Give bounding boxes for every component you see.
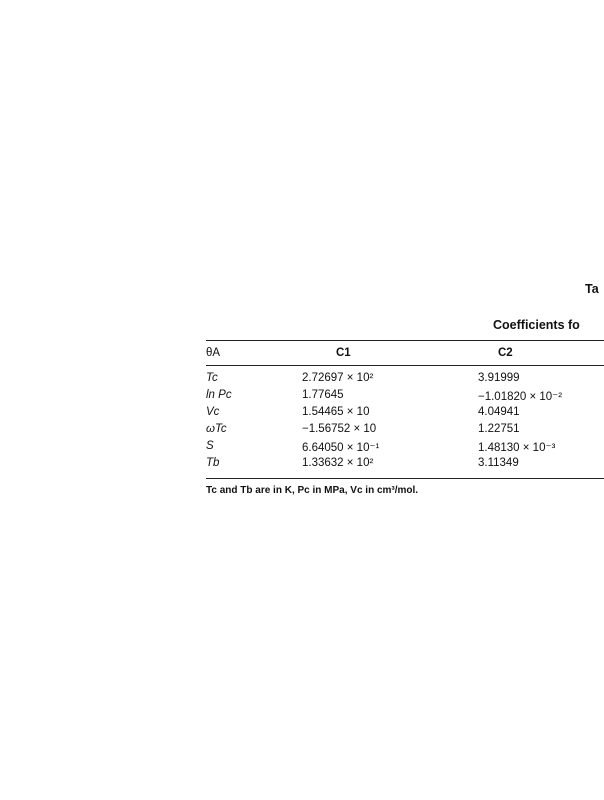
table-row <box>206 457 604 474</box>
table-title-line2: Coefficients fo <box>493 318 580 332</box>
row-symbol: Tb <box>206 457 220 469</box>
row-c1-value: 6.64050 × 10⁻¹ <box>302 442 380 454</box>
row-symbol: ωTc <box>206 423 227 435</box>
table-row <box>206 423 604 440</box>
row-c2-value: 1.22751 <box>478 423 520 435</box>
row-symbol: ln Pc <box>206 389 232 401</box>
row-c2-value: 3.91999 <box>478 372 520 384</box>
table-header-rule <box>206 365 604 366</box>
table-body <box>206 372 604 474</box>
table-bottom-rule <box>206 478 604 479</box>
row-c2-value: 3.11349 <box>478 457 519 469</box>
table-footnote: Tc and Tb are in K, Pc in MPa, Vc in cm³/mol. <box>206 485 419 496</box>
row-c2-value: −1.01820 × 10⁻² <box>478 391 563 403</box>
table-row <box>206 406 604 423</box>
table-title-line1: Ta <box>585 282 599 296</box>
row-c2-value: 1.48130 × 10⁻³ <box>478 442 556 454</box>
table-row <box>206 440 604 457</box>
table-top-rule <box>206 340 604 341</box>
row-c2-value: 4.04941 <box>478 406 520 418</box>
row-symbol: Vc <box>206 406 220 418</box>
row-c1-value: 2.72697 × 10² <box>302 372 374 384</box>
row-c1-value: 1.77645 <box>302 389 344 401</box>
column-header-theta: θA <box>206 347 221 359</box>
row-c1-value: −1.56752 × 10 <box>302 423 377 435</box>
table-row <box>206 372 604 389</box>
table-row <box>206 389 604 406</box>
row-symbol: Tc <box>206 372 218 384</box>
column-header-c1: C1 <box>336 347 351 359</box>
row-c1-value: 1.33632 × 10² <box>302 457 374 469</box>
column-header-c2: C2 <box>498 347 513 359</box>
row-c1-value: 1.54465 × 10 <box>302 406 370 418</box>
row-symbol: S <box>206 440 214 452</box>
